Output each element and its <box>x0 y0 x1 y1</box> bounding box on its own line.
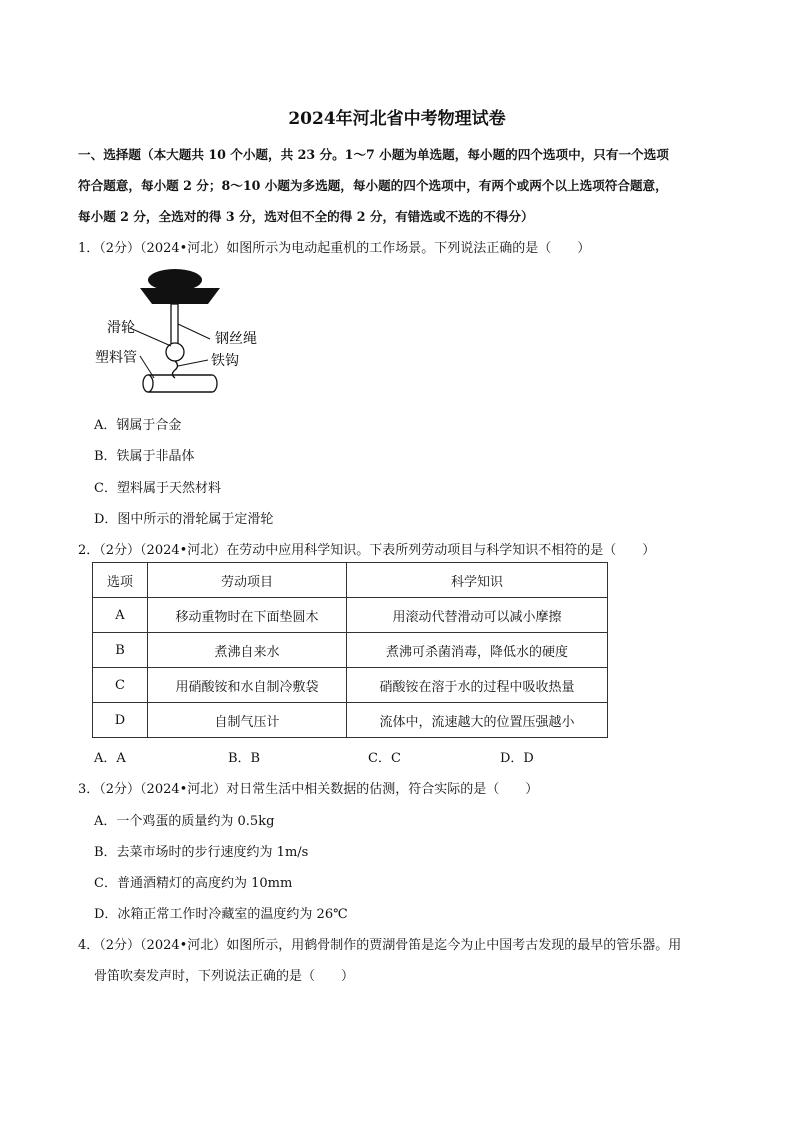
pulley-label: 滑轮 <box>107 320 135 336</box>
question-1-option-c: C．塑料属于天然材料 <box>94 481 221 496</box>
question-2-option-c: C．C <box>368 751 401 766</box>
question-1-option-d: D．图中所示的滑轮属于定滑轮 <box>94 512 274 527</box>
table-cell: 自制气压计 <box>148 703 347 738</box>
table-cell: C <box>93 668 148 703</box>
table-cell: B <box>93 633 148 668</box>
question-2-table <box>92 562 608 738</box>
table-cell: 用硝酸铵和水自制冷敷袋 <box>148 668 347 703</box>
section-heading-line-3: 每小题 2 分，全选对的得 3 分，选对但不全的得 2 分，有错选或不选的不得分） <box>78 209 534 224</box>
table-cell: 流体中，流速越大的位置压强越小 <box>347 703 608 738</box>
question-3-option-a: A．一个鸡蛋的质量约为 0.5kg <box>94 814 275 829</box>
question-1-option-b: B．铁属于非晶体 <box>94 449 195 464</box>
question-3-option-c: C．普通酒精灯的高度约为 10mm <box>94 876 293 891</box>
question-2-stem: 2．（2分）（2024•河北）在劳动中应用科学知识。下表所列劳动项目与科学知识不相符的是（ ） <box>78 543 656 558</box>
table-header-row <box>93 563 608 598</box>
plastic-pipe-label: 塑料管 <box>95 350 137 366</box>
table-cell: 煮沸自来水 <box>148 633 347 668</box>
table-header-cell: 选项 <box>93 563 148 598</box>
section-heading-line-2: 符合题意，每小题 2 分；8～10 小题为多选题，每小题的四个选项中，有两个或两个以上选项符合题意， <box>78 178 668 193</box>
table-cell: A <box>93 598 148 633</box>
question-1-option-a: A．钢属于合金 <box>94 418 182 433</box>
table-row <box>93 598 608 633</box>
table-cell: 用滚动代替滑动可以减小摩擦 <box>347 598 608 633</box>
question-1-stem: 1．（2分）（2024•河北）如图所示为电动起重机的工作场景。下列说法正确的是（ ） <box>78 241 591 256</box>
table-row <box>93 633 608 668</box>
table-cell: 移动重物时在下面垫圆木 <box>148 598 347 633</box>
table-row <box>93 668 608 703</box>
iron-hook-label: 铁钩 <box>211 353 239 369</box>
question-3-stem: 3．（2分）（2024•河北）对日常生活中相关数据的估测，符合实际的是（ ） <box>78 782 539 797</box>
table-row <box>93 703 608 738</box>
question-4-stem-line-2: 骨笛吹奏发声时，下列说法正确的是（ ） <box>94 969 355 984</box>
page-title: 2024年河北省中考物理试卷 <box>288 109 506 129</box>
question-2-option-d: D．D <box>500 751 534 766</box>
table-header-cell: 科学知识 <box>347 563 608 598</box>
question-3-option-d: D．冰箱正常工作时冷藏室的温度约为 26℃ <box>94 907 348 922</box>
table-cell: 硝酸铵在溶于水的过程中吸收热量 <box>347 668 608 703</box>
table-cell: 煮沸可杀菌消毒，降低水的硬度 <box>347 633 608 668</box>
question-4-stem-line-1: 4．（2分）（2024•河北）如图所示，用鹤骨制作的贾湖骨笛是迄今为止中国考古发现的最早的管乐器。用 <box>78 938 682 953</box>
question-3-option-b: B．去菜市场时的步行速度约为 1m/s <box>94 845 309 860</box>
table-cell: D <box>93 703 148 738</box>
wire-rope-label: 钢丝绳 <box>215 331 257 347</box>
section-heading-line-1: 一、选择题（本大题共 10 个小题，共 23 分。1～7 小题为单选题，每小题的四个选项中，只有一个选项 <box>78 147 669 162</box>
question-2-option-b: B．B <box>228 751 261 766</box>
crane-diagram <box>95 262 290 412</box>
table-header-cell: 劳动项目 <box>148 563 347 598</box>
question-2-option-a: A．A <box>94 751 126 766</box>
